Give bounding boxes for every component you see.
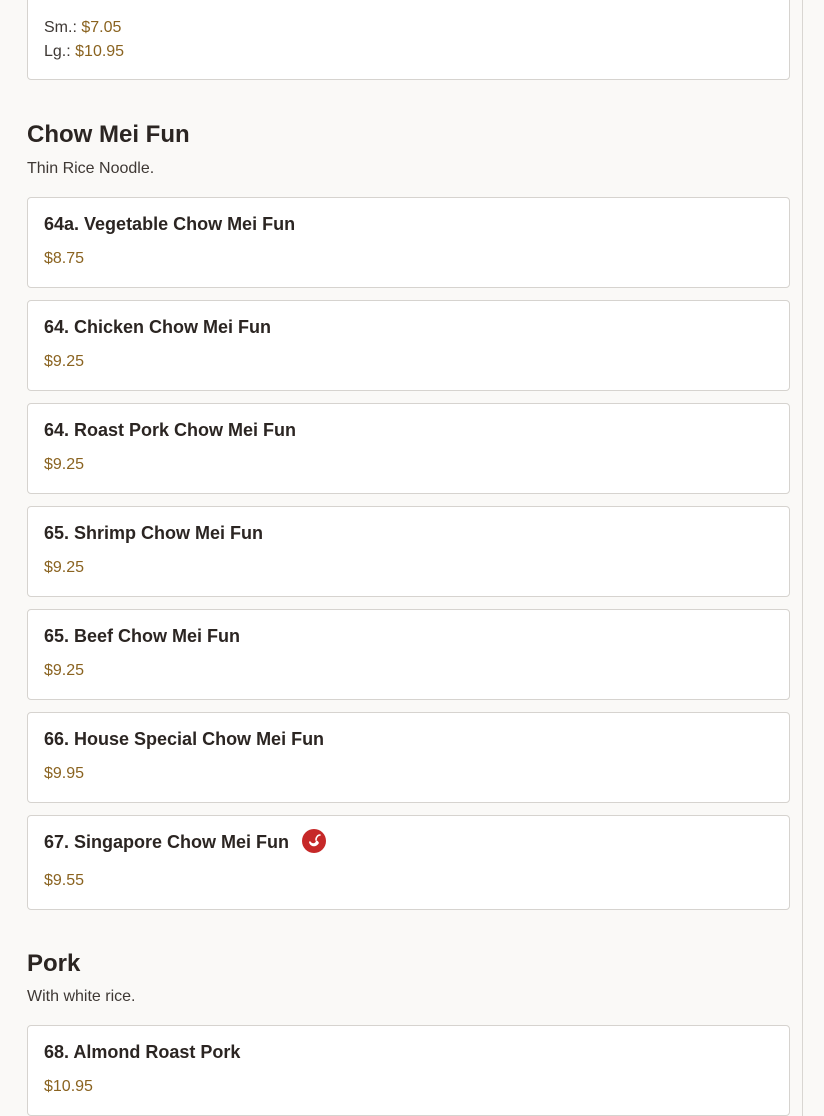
menu-item-card[interactable] bbox=[27, 403, 790, 494]
menu-item-price: $9.25 bbox=[44, 353, 85, 370]
chili-pepper-icon bbox=[302, 829, 326, 853]
menu-item-name: 65. Shrimp Chow Mei Fun bbox=[44, 523, 264, 543]
menu-item-price: $9.55 bbox=[44, 872, 85, 889]
size-label: Sm.: bbox=[44, 19, 77, 36]
menu-item-price: $9.25 bbox=[44, 662, 85, 679]
size-price-large bbox=[44, 43, 124, 61]
section-title: Pork bbox=[27, 950, 81, 977]
menu-item-name: 64. Roast Pork Chow Mei Fun bbox=[44, 420, 297, 440]
menu-item-name: 68. Almond Roast Pork bbox=[44, 1042, 241, 1062]
section-description: With white rice. bbox=[27, 988, 136, 1005]
menu-item-name: 65. Beef Chow Mei Fun bbox=[44, 626, 241, 646]
menu-item-card[interactable] bbox=[27, 506, 790, 597]
page-divider bbox=[802, 0, 803, 1116]
menu-item-card[interactable] bbox=[27, 300, 790, 391]
menu-item-name: 64a. Vegetable Chow Mei Fun bbox=[44, 214, 296, 234]
menu-item-card[interactable] bbox=[27, 197, 790, 288]
menu-item-price: $9.95 bbox=[44, 765, 85, 782]
menu-item-card[interactable] bbox=[27, 609, 790, 700]
size-price-small bbox=[44, 19, 121, 37]
menu-item-card[interactable] bbox=[27, 712, 790, 803]
menu-item-price: $8.75 bbox=[44, 250, 85, 267]
menu-item-name: 67. Singapore Chow Mei Fun bbox=[44, 832, 290, 852]
section-title: Chow Mei Fun bbox=[27, 121, 190, 148]
menu-item-price: $9.25 bbox=[44, 456, 85, 473]
size-amount: $10.95 bbox=[75, 43, 125, 60]
menu-item-card[interactable] bbox=[27, 1025, 790, 1116]
menu-item-price: $10.95 bbox=[44, 1078, 93, 1095]
size-label: Lg.: bbox=[44, 43, 71, 60]
menu-item-name-row bbox=[44, 832, 326, 853]
section-description: Thin Rice Noodle. bbox=[27, 160, 155, 177]
menu-item-card[interactable] bbox=[27, 815, 790, 910]
menu-item-price: $9.25 bbox=[44, 559, 85, 576]
menu-item-name: 64. Chicken Chow Mei Fun bbox=[44, 317, 272, 337]
size-amount: $7.05 bbox=[81, 19, 122, 36]
menu-item-name: 66. House Special Chow Mei Fun bbox=[44, 729, 325, 749]
menu-item-card[interactable] bbox=[27, 0, 790, 80]
